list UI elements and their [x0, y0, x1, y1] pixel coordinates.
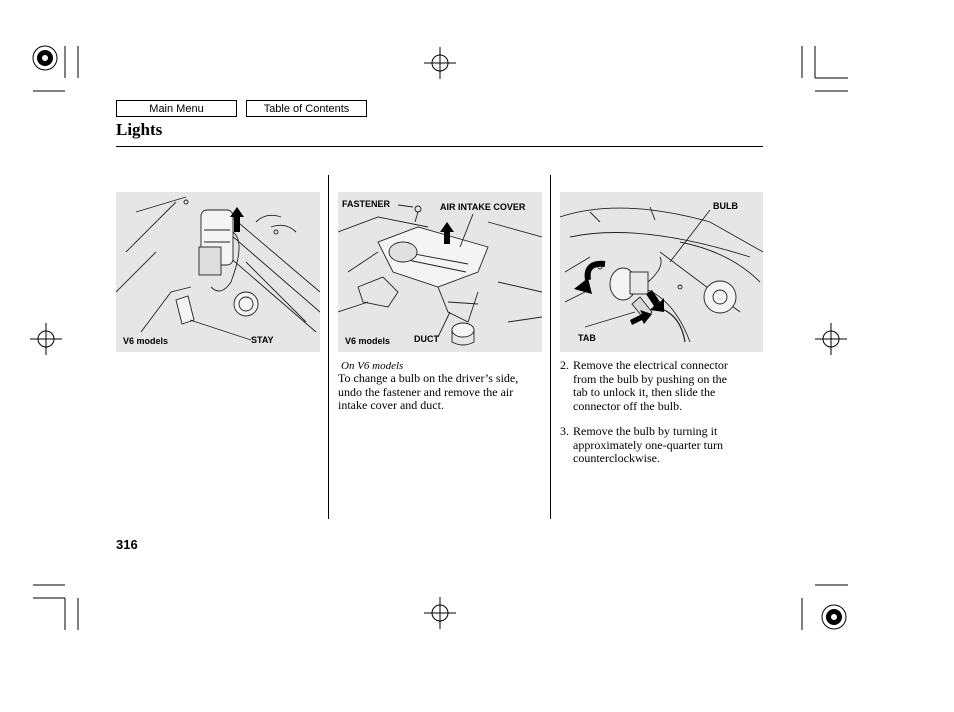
engine-bay-illustration-1	[116, 192, 320, 352]
label-tab: TAB	[578, 333, 596, 343]
figure-air-intake	[338, 192, 542, 352]
figure-bulb-removal	[560, 192, 763, 352]
engine-bay-illustration-2	[338, 192, 542, 352]
column-divider-left	[328, 175, 329, 519]
text-line: connector off the bulb.	[573, 398, 683, 413]
text-line: Remove the bulb by turning it	[573, 424, 718, 438]
headlight-bulb-illustration	[560, 192, 763, 352]
text-line: To change a bulb on the driver’s side,	[338, 371, 519, 385]
figure-washer-reservoir	[116, 192, 320, 352]
page-number: 316	[116, 537, 138, 552]
text-line: Remove the electrical connector	[573, 358, 728, 372]
title-rule	[116, 146, 763, 147]
text-line: undo the fastener and remove the air	[338, 384, 514, 399]
label-fastener: FASTENER	[342, 199, 391, 209]
step-2	[560, 359, 760, 419]
label-bulb: BULB	[713, 201, 738, 211]
page-title: Lights	[116, 120, 163, 139]
column-divider-right	[550, 175, 551, 519]
step-number: 3.	[560, 424, 569, 438]
intro-paragraph	[338, 372, 548, 413]
text-line: approximately one-quarter turn	[573, 437, 723, 452]
main-menu-button[interactable]: Main Menu	[116, 100, 237, 117]
label-stay: STAY	[251, 335, 274, 345]
text-line: counterclockwise.	[573, 451, 660, 465]
table-of-contents-button[interactable]: Table of Contents	[246, 100, 367, 117]
caption-v6-models: On V6 models	[341, 360, 404, 372]
step-number: 2.	[560, 358, 569, 372]
text-line: from the bulb by pushing on the	[573, 371, 727, 386]
label-air-intake-cover: AIR INTAKE COVER	[440, 202, 526, 212]
label-duct: DUCT	[414, 334, 439, 344]
label-v6-models: V6 models	[345, 336, 391, 346]
text-line: intake cover and duct.	[338, 398, 444, 412]
text-line: tab to unlock it, then slide the	[573, 385, 716, 399]
step-3	[560, 425, 760, 470]
label-v6-models: V6 models	[123, 336, 169, 346]
